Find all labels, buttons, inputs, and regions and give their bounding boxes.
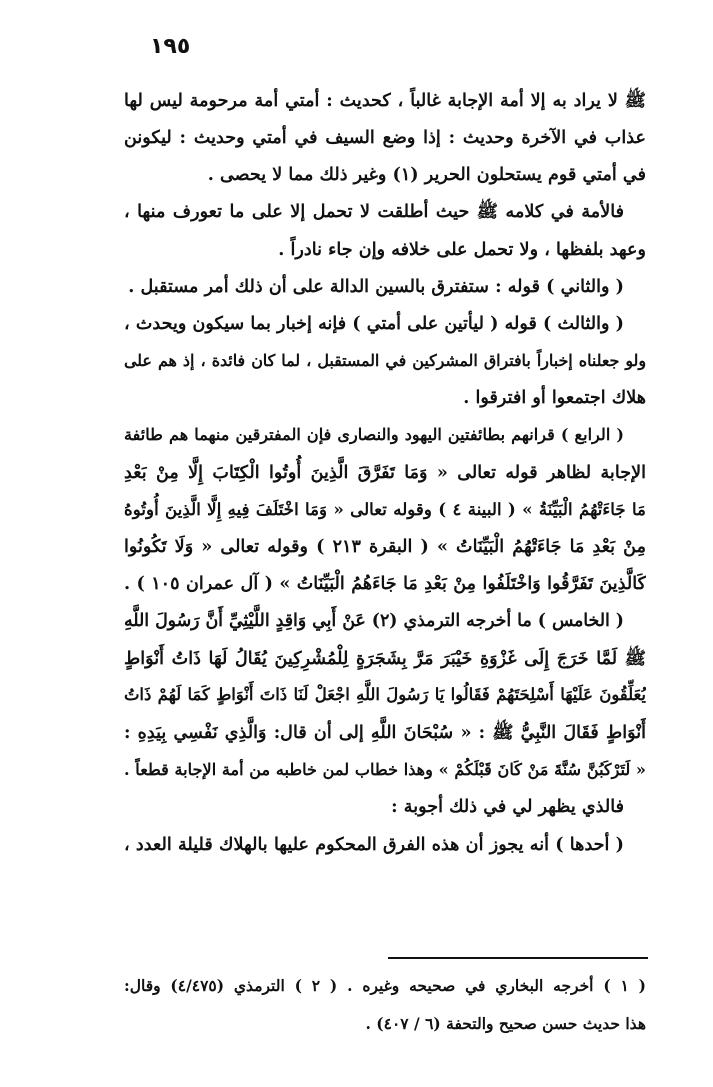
text-line-content: مِنْ بَعْدِ مَا جَاءَتْهُمُ الْبَيِّنَاتُ » ( البقرة ٢١٣ ) وقوله تعالى « وَلَا تَكُونُوا: [124, 536, 646, 558]
footnote-line: [124, 966, 646, 1004]
text-line: [124, 640, 646, 677]
text-line-content: أَنْوَاطٍ فَقَالَ النَّبِيُّ ﷺ : « سُبْحَانَ اللَّهِ إلى أن قال: وَالَّذِي نَفْسِي بِيَدِهِ :: [124, 721, 646, 743]
text-line: [124, 380, 646, 417]
text-line-content: عذاب في الآخرة وحديث : إذا وضع السيف في أمتي وحديث : ليكونن: [124, 126, 646, 148]
text-line-content: ( الرابع ) قرانهم بطائفتين اليهود والنصارى فإن المفترقين منهما هم طائفة: [124, 425, 624, 445]
text-line-content: « لَتَرْكَبُنَّ سُنَّةَ مَنْ كَانَ قَبْلَكُمْ » وهذا خطاب لمن خاطبه من أمة الإجابة قطعاً .: [124, 759, 646, 779]
text-line: [124, 454, 646, 491]
text-line: [124, 156, 646, 193]
text-line: [124, 528, 646, 565]
footnote-text: هذا حديث حسن صحيح والتحفة (٦ / ٤٠٧) .: [365, 1013, 646, 1033]
text-line-content: هلاك اجتمعوا أو افترقوا .: [463, 387, 646, 409]
text-line: [124, 826, 646, 863]
footnotes: [124, 966, 646, 1042]
text-line-content: ( والثاني ) قوله : ستفترق بالسين الدالة على أن ذلك أمر مستقبل .: [128, 275, 624, 297]
text-line: [124, 565, 646, 602]
text-line: [124, 305, 646, 342]
text-line-content: ﷺ لا يراد به إلا أمة الإجابة غالباً ، كحديث : أمتي أمة مرحومة ليس لها: [124, 89, 646, 111]
text-line: [124, 417, 646, 454]
text-line: [124, 677, 646, 714]
text-line-content: ( الخامس ) ما أخرجه الترمذي (٢) عَنْ أَبِي وَاقِدٍ اللَّيْثِيِّ أَنَّ رَسُولَ اللَّهِ: [124, 610, 624, 631]
text-line-content: وعهد بلفظها ، ولا تحمل على خلافه وإن جاء نادراً .: [278, 238, 646, 260]
text-line: [124, 342, 646, 379]
text-line: [124, 231, 646, 268]
text-line-content: ( أحدها ) أنه يجوز أن هذه الفرق المحكوم عليها بالهلاك قليلة العدد ،: [124, 833, 624, 855]
text-line-content: ولو جعلناه إخباراً بافتراق المشركين في المستقبل ، لما كان فائدة ، إذ هم على: [124, 351, 646, 370]
text-line: [124, 194, 646, 231]
text-line: [124, 268, 646, 305]
text-line: [124, 714, 646, 751]
text-line-content: في أمتي قوم يستحلون الحرير (١) وغير ذلك مما لا يحصى .: [207, 164, 646, 186]
footnote-line: [124, 1004, 646, 1042]
text-line-content: ﷺ لَمَّا خَرَجَ إِلَى غَزْوَةِ خَيْبَرَ مَرَّ بِشَجَرَةٍ لِلْمُشْرِكِينَ يُقَالُ لَهَا ذَاتُ أَنْوَاطٍ: [124, 647, 646, 669]
text-line: [124, 789, 646, 826]
text-line-content: يُعَلِّقُونَ عَلَيْهَا أَسْلِحَتَهُمْ فَقَالُوا يَا رَسُولَ اللَّهِ اجْعَلْ لَنَا ذَاتَ أَنْوَاطٍ كَمَا لَهُمْ ذَاتُ: [124, 685, 646, 705]
footnote-text: ( ١ ) أخرجه البخاري في صحيحه وغيره . ( ٢ ) الترمذي (٤/٤٧٥) وقال:: [124, 975, 646, 995]
text-line-content: ( والثالث ) قوله ( ليأتين على أمتي ) فإنه إخبار بما سيكون ويحدث ،: [124, 312, 624, 334]
body-text: [124, 82, 646, 863]
text-line: [124, 491, 646, 528]
text-line-content: الإجابة لظاهر قوله تعالى « وَمَا تَفَرَّقَ الَّذِينَ أُوتُوا الْكِتَابَ إِلَّا مِنْ بَعْدِ: [124, 461, 646, 483]
footnote-divider: [388, 957, 648, 959]
text-line-content: فالأمة في كلامه ﷺ حيث أطلقت لا تحمل إلا على ما تعورف منها ،: [124, 201, 624, 223]
text-line: [124, 82, 646, 119]
page-number: ١٩٥: [150, 34, 191, 59]
text-line: [124, 751, 646, 788]
text-line-content: فالذي يظهر لي في ذلك أجوبة :: [391, 796, 624, 818]
text-line-content: كَالَّذِينَ تَفَرَّقُوا وَاخْتَلَفُوا مِنْ بَعْدِ مَا جَاءَهُمُ الْبَيِّنَاتُ » ( آل عمران ١٠٥ ) .: [124, 573, 646, 595]
text-line: [124, 603, 646, 640]
text-line: [124, 119, 646, 156]
text-line-content: مَا جَاءَتْهُمُ الْبَيِّنَةُ » ( البينة ٤ ) وقوله تعالى « وَمَا اخْتَلَفَ فِيهِ إِلَّا الَّذِينَ أُوتُوهُ: [124, 499, 646, 520]
